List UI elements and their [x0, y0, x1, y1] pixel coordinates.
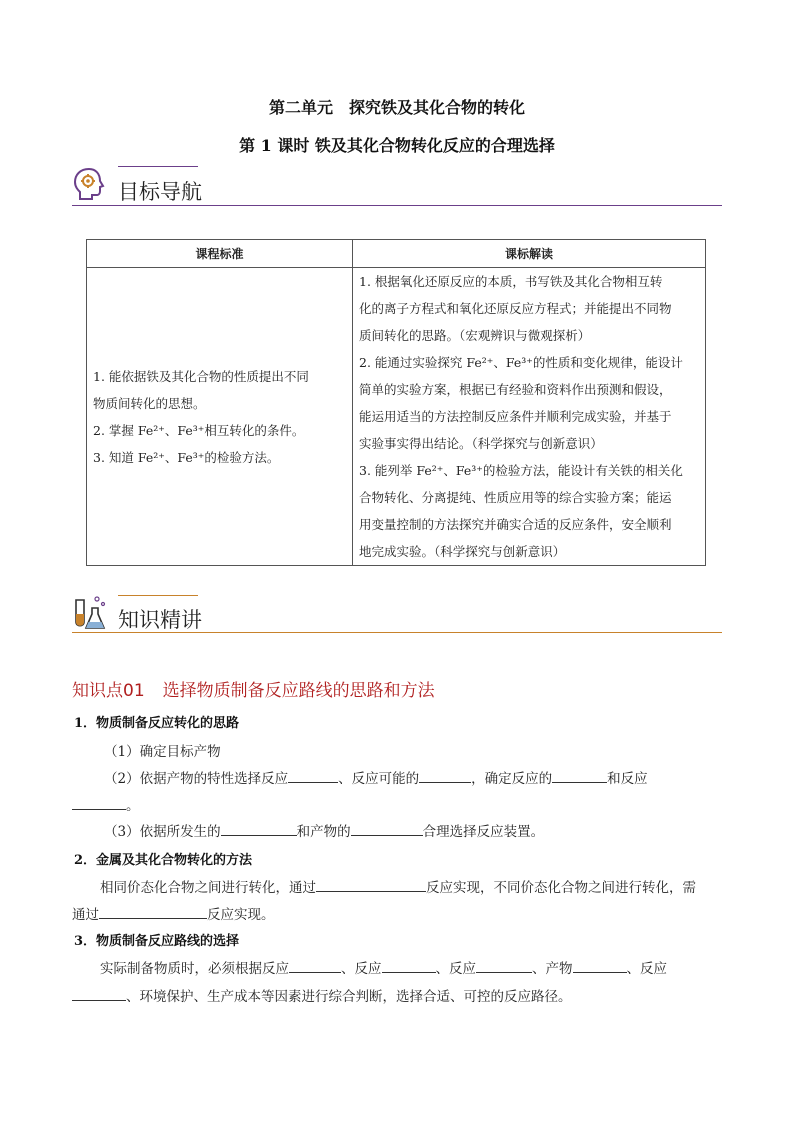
section-divider-knowledge	[72, 632, 722, 633]
heading-3: 3．物质制备反应路线的选择	[74, 934, 240, 949]
fill-blank[interactable]	[288, 768, 338, 783]
right-line: 地完成实验。（科学探究与创新意识）	[359, 544, 566, 559]
text: 反应实现，不同价态化合物之间进行转化，需	[426, 880, 696, 896]
lab-flask-icon	[70, 594, 110, 632]
text: 、反应	[626, 961, 667, 977]
h3-paragraph-1	[100, 957, 667, 977]
table-header-interpretation: 课标解读	[353, 240, 706, 268]
standards-table	[86, 239, 706, 566]
fill-blank[interactable]	[99, 904, 207, 919]
fill-blank[interactable]	[382, 958, 436, 973]
section-title-goal: 目标导航	[118, 180, 202, 204]
text: 通过	[72, 907, 99, 923]
heading-2: 2．金属及其化合物转化的方法	[74, 853, 253, 868]
text: 、反应	[341, 961, 382, 977]
fill-blank[interactable]	[72, 986, 126, 1001]
right-line: 3. 能列举 Fe²⁺、Fe³⁺的检验方法，能设计有关铁的相关化	[359, 463, 683, 478]
standards-left-cell	[87, 268, 353, 566]
knowledge-point-label: 知识点01	[72, 681, 145, 701]
right-line: 质间转化的思路。（宏观辨识与微观探析）	[359, 328, 591, 343]
text: ，确定反应的	[471, 771, 553, 787]
text: （3）依据所发生的	[104, 824, 221, 840]
fill-blank[interactable]	[289, 958, 341, 973]
section-top-rule	[118, 166, 198, 167]
fill-blank[interactable]	[351, 821, 423, 836]
left-line: 3. 知道 Fe²⁺、Fe³⁺的检验方法。	[93, 449, 280, 465]
section-title-knowledge: 知识精讲	[118, 608, 202, 632]
right-line: 1. 根据氧化还原反应的本质，书写铁及其化合物相互转	[359, 274, 663, 289]
fill-blank[interactable]	[573, 958, 627, 973]
table-header-standard: 课程标准	[87, 240, 353, 268]
h2-paragraph-1	[100, 876, 696, 896]
right-line: 2. 能通过实验探究 Fe²⁺、Fe³⁺的性质和变化规律，能设计	[359, 355, 683, 370]
section-divider-goal	[72, 205, 722, 206]
h2-paragraph-2	[72, 903, 275, 923]
fill-blank[interactable]	[72, 795, 126, 810]
text: 和产物的	[296, 824, 351, 840]
h3-paragraph-2	[72, 985, 572, 1005]
right-line: 能运用适当的方法控制反应条件并顺利完成实验，并基于	[359, 409, 672, 424]
unit-title: 第二单元 探究铁及其化合物的转化	[268, 98, 525, 117]
h1-paragraph-3	[104, 820, 544, 840]
left-line: 1. 能依据铁及其化合物的性质提出不同	[93, 368, 309, 384]
fill-blank[interactable]	[552, 768, 607, 783]
right-line: 合物转化、分离提纯、性质应用等的综合实验方案；能运	[359, 490, 672, 505]
left-line: 2. 掌握 Fe²⁺、Fe³⁺相互转化的条件。	[93, 422, 305, 438]
left-line: 物质间转化的思想。	[93, 395, 206, 411]
brain-gear-icon	[72, 166, 106, 202]
heading-1: 1．物质制备反应转化的思路	[74, 716, 240, 731]
text: 合理选择反应装置。	[422, 824, 545, 840]
knowledge-point-heading	[72, 676, 435, 701]
text: 、反应	[435, 961, 476, 977]
text: 、反应可能的	[338, 771, 420, 787]
lesson-title: 第 1 课时 铁及其化合物转化反应的合理选择	[239, 136, 555, 155]
right-line: 用变量控制的方法探究并确实合适的反应条件，安全顺利	[359, 517, 672, 532]
right-line: 化的离子方程式和氧化还原反应方程式；并能提出不同物	[359, 301, 672, 316]
knowledge-point-title: 选择物质制备反应路线的思路和方法	[162, 681, 435, 701]
right-line: 实验事实得出结论。（科学探究与创新意识）	[359, 436, 603, 451]
standards-right-cell	[353, 268, 706, 566]
text: 反应实现。	[207, 907, 275, 923]
section-top-rule	[118, 595, 198, 596]
text: 和反应	[607, 771, 648, 787]
text: 、产物	[532, 961, 573, 977]
fill-blank[interactable]	[316, 877, 426, 892]
right-line: 简单的实验方案，根据已有经验和资料作出预测和假设，	[359, 382, 672, 397]
fill-blank[interactable]	[221, 821, 297, 836]
h1-paragraph-2	[104, 767, 648, 787]
text: （2）依据产物的特性选择反应	[104, 771, 289, 787]
fill-blank[interactable]	[419, 768, 471, 783]
text: 。	[126, 798, 140, 814]
h1-paragraph-2-cont	[72, 794, 140, 814]
fill-blank[interactable]	[476, 958, 532, 973]
text: 实际制备物质时，必须根据反应	[100, 961, 289, 977]
h1-paragraph-1: （1）确定目标产物	[104, 744, 221, 760]
text: 相同价态化合物之间进行转化，通过	[100, 880, 316, 896]
text: 、环境保护、生产成本等因素进行综合判断，选择合适、可控的反应路径。	[126, 989, 572, 1005]
